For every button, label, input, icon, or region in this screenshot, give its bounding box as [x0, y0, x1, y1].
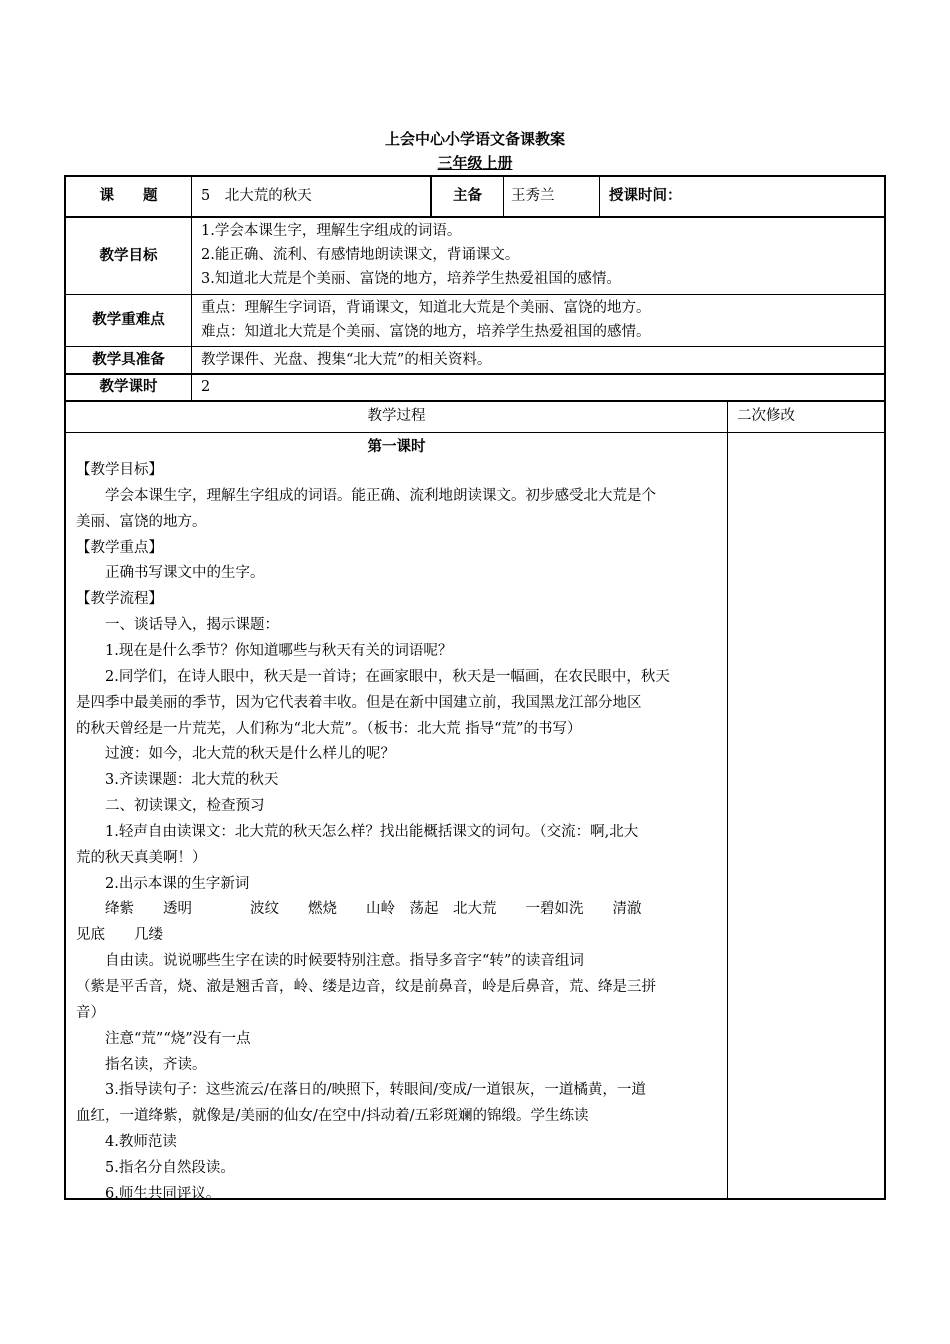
col-divider — [727, 401, 728, 1199]
process-line: 绛紫 透明 波纹 燃烧 山岭 荡起 北大荒 一碧如洗 清澈 — [76, 901, 642, 918]
process-line: 6.师生共同评议。 — [76, 1185, 221, 1202]
process-line: 正确书写课文中的生字。 — [76, 565, 265, 582]
lead-value: 王秀兰 — [511, 188, 555, 204]
process-line: 美丽、富饶的地方。 — [76, 513, 207, 530]
process-line: 2.出示本课的生字新词 — [76, 875, 250, 892]
teaching-time-label: 授课时间： — [609, 187, 682, 204]
process-line: 二、初读课文，检查预习 — [76, 798, 265, 815]
process-line: 1.现在是什么季节？你知道哪些与秋天有关的词语呢？ — [76, 642, 453, 659]
tools-value: 教学课件、光盘、搜集“北大荒”的相关资料。 — [201, 352, 492, 368]
hours-value: 2 — [201, 379, 211, 395]
page-subtitle: 三年级上册 — [437, 154, 513, 172]
lesson-label: 课 题 — [99, 187, 158, 204]
section-title: 第一课时 — [367, 438, 426, 455]
lead-label: 主备 — [453, 187, 482, 204]
process-line: 的秋天曾经是一片荒芜，人们称为“北大荒”。（板书：北大荒 指导“荒”的书写） — [76, 720, 582, 737]
process-line: 学会本课生字，理解生字组成的词语。能正确、流利地朗读课文。初步感受北大荒是个 — [76, 487, 656, 504]
row-divider — [64, 346, 886, 347]
process-line: 【教学重点】 — [76, 539, 163, 556]
table-border-top — [64, 175, 886, 177]
process-line: 自由读。说说哪些生字在读的时候要特别注意。指导多音字“转”的读音组词 — [76, 953, 584, 970]
process-line: 1.轻声自由读课文：北大荒的秋天怎么样？找出能概括课文的词句。（交流：啊,北大 — [76, 823, 639, 840]
process-line: 【教学流程】 — [76, 591, 163, 608]
goals-label: 教学目标 — [99, 247, 158, 264]
col-divider — [191, 176, 192, 401]
process-line: 一、谈话导入，揭示课题： — [76, 617, 279, 634]
keypoint-item: 重点：理解生字词语，背诵课文，知道北大荒是个美丽、富饶的地方。 — [201, 300, 651, 316]
page-title: 上会中心小学语文备课教案 — [384, 130, 565, 148]
col-divider — [503, 176, 504, 217]
process-line: 指名读，齐读。 — [76, 1056, 207, 1073]
process-line: 注意“荒”“烧”没有一点 — [76, 1030, 251, 1047]
row-divider — [64, 216, 886, 218]
keypoint-item: 难点：知道北大荒是个美丽、富饶的地方，培养学生热爱祖国的感情。 — [201, 324, 651, 340]
table-border-right — [884, 175, 886, 1200]
process-line: 音） — [76, 1004, 105, 1021]
revision-header: 二次修改 — [737, 408, 795, 424]
keypoints-label: 教学重难点 — [92, 311, 165, 328]
process-line: 5.指名分自然段读。 — [76, 1159, 235, 1176]
row-divider — [64, 400, 886, 402]
process-line: 血红，一道绛紫，就像是/美丽的仙女/在空中/抖动着/五彩斑斓的锦缎。学生练读 — [76, 1108, 589, 1125]
goals-item: 3.知道北大荒是个美丽、富饶的地方，培养学生热爱祖国的感情。 — [201, 271, 621, 287]
goals-item: 2.能正确、流利、有感情地朗读课文，背诵课文。 — [201, 247, 520, 263]
tools-label: 教学具准备 — [92, 351, 165, 368]
process-line: 见底 几缕 — [76, 927, 163, 944]
process-line: 是四季中最美丽的季节，因为它代表着丰收。但是在新中国建立前，我国黑龙江部分地区 — [76, 694, 642, 711]
process-line: 2.同学们，在诗人眼中，秋天是一首诗；在画家眼中，秋天是一幅画，在农民眼中，秋天 — [76, 668, 670, 685]
goals-item: 1.学会本课生字，理解生字组成的词语。 — [201, 223, 462, 239]
process-line: 【教学目标】 — [76, 462, 163, 478]
process-line: 3.指导读句子：这些流云/在落日的/映照下，转眼间/变成/一道银灰，一道橘黄，一道 — [76, 1082, 646, 1099]
row-divider — [64, 432, 886, 433]
lesson-value: 5 北大荒的秋天 — [201, 188, 312, 204]
process-line: 荒的秋天真美啊！） — [76, 849, 207, 866]
process-line: 4.教师范读 — [76, 1134, 177, 1151]
process-line: （紫是平舌音，烧、澈是翘舌音，岭、缕是边音，纹是前鼻音，岭是后鼻音，荒、绛是三拼 — [76, 979, 656, 995]
col-divider — [599, 176, 600, 217]
hours-label: 教学课时 — [99, 378, 158, 395]
process-line: 3.齐读课题：北大荒的秋天 — [76, 772, 279, 789]
process-line: 过渡：如今，北大荒的秋天是什么样儿的呢？ — [76, 746, 395, 763]
process-header: 教学过程 — [367, 408, 426, 424]
row-divider — [64, 294, 886, 295]
